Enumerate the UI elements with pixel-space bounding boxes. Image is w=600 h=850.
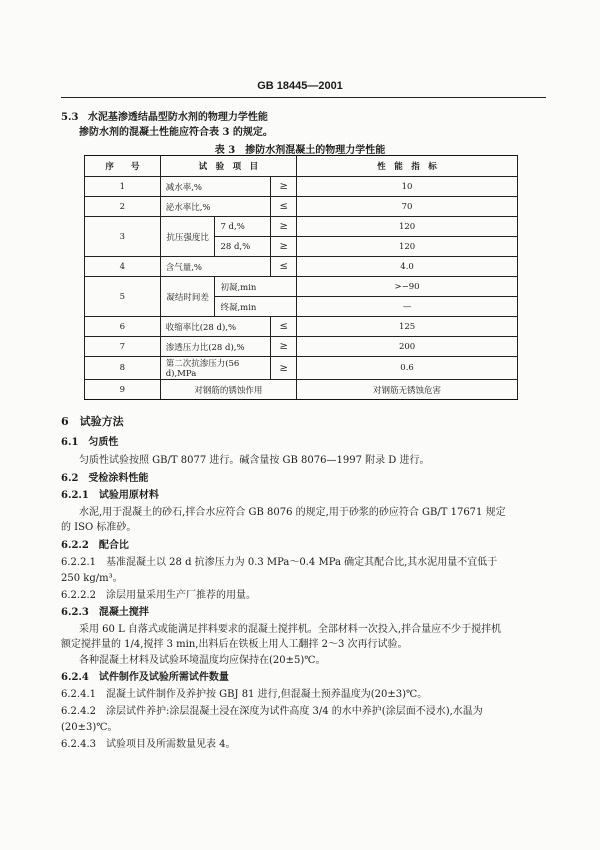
cell-no: 9 [85, 380, 161, 400]
section-6-1-heading: 6.1 匀质性 [61, 437, 119, 448]
cell-sym: ≥ [271, 357, 297, 380]
section-6-title: 6 试验方法 [61, 415, 124, 428]
table-3 [84, 155, 518, 400]
cell-value: >−90 [297, 277, 518, 297]
section-6-2-2-heading: 6.2.2 配合比 [61, 540, 129, 551]
cell-sym: ≤ [271, 257, 297, 277]
table-row [85, 337, 518, 357]
cell-item: 对钢筋的锈蚀作用 [160, 380, 296, 400]
cell-item: 抗压强度比 [160, 217, 215, 257]
cell-sym: ≥ [271, 237, 297, 257]
cell-value: 125 [297, 317, 518, 337]
cell-subitem: 7 d,% [215, 217, 271, 237]
section-5-3-title: 水泥基渗透结晶型防水剂的物理力学性能 [87, 112, 268, 123]
section-6-2-4-3-line1: 6.2.4.3 试验项目及所需数量见表 4。 [61, 739, 236, 750]
cell-value: 对钢筋无锈蚀危害 [297, 380, 518, 400]
table-header-row [85, 156, 518, 177]
table-row [85, 357, 518, 380]
cell-subitem: 初凝,min [215, 277, 297, 297]
cell-subitem: 终凝,min [215, 297, 297, 317]
cell-item: 减水率,% [160, 177, 271, 197]
cell-item: 第二次抗渗压力(56 d),MPa [160, 357, 271, 380]
table-row [85, 380, 518, 400]
table-row [85, 177, 518, 197]
section-6-2-2-2-line1: 6.2.2.2 涂层用量采用生产厂推荐的用量。 [61, 590, 256, 601]
section-6-2-1-body-line2: 的 ISO 标准砂。 [61, 522, 137, 533]
section-5-3-heading [61, 111, 268, 125]
section-6-2-2-1-line1: 6.2.2.1 基准混凝土以 28 d 抗渗压力为 0.3 MPa～0.4 MPa 确定其配合比,其水泥用量不宜低于 [61, 557, 498, 568]
standard-number-header: GB 18445—2001 [257, 80, 343, 92]
section-6-2-3-body-line2: 额定搅拌量的 1/4,搅拌 3 min,出料后在铁板上用人工翻拌 2～3 次再行试验。 [61, 639, 408, 650]
section-6-2-4-2-line2: (20±3)℃。 [61, 722, 118, 733]
cell-no: 8 [85, 357, 161, 380]
cell-no: 4 [85, 257, 161, 277]
table-row [85, 217, 518, 237]
cell-sym: ≥ [271, 337, 297, 357]
table-row [85, 197, 518, 217]
section-6-2-2-1-line2: 250 kg/m³。 [61, 573, 123, 584]
cell-item: 凝结时间差 [160, 277, 215, 317]
table-row [85, 317, 518, 337]
cell-no: 1 [85, 177, 161, 197]
cell-subitem: 28 d,% [215, 237, 271, 257]
cell-sym: ≤ [271, 197, 297, 217]
cell-value: 70 [297, 197, 518, 217]
section-5-3-body: 掺防水剂的混凝土性能应符合表 3 的规定。 [79, 127, 273, 138]
cell-value: 120 [297, 237, 518, 257]
cell-no: 3 [85, 217, 161, 257]
table-row [85, 277, 518, 297]
section-6-2-4-2-line1: 6.2.4.2 涂层试件养护:涂层混凝土浸在深度为试件高度 3/4 的水中养护(涂层面不浸水),水温为 [61, 706, 483, 717]
cell-item: 泌水率比,% [160, 197, 271, 217]
cell-no: 5 [85, 277, 161, 317]
section-6-2-3-body-line3: 各种混凝土材料及试验环境温度均应保持在(20±5)℃。 [79, 655, 326, 666]
cell-item: 含气量,% [160, 257, 271, 277]
section-6-2-1-heading: 6.2.1 试验用原材料 [61, 490, 159, 501]
header-item: 试 验 项 目 [160, 156, 296, 177]
cell-value: 120 [297, 217, 518, 237]
section-6-2-4-heading: 6.2.4 试件制作及试验所需试件数量 [61, 672, 229, 683]
header-no: 序 号 [85, 156, 161, 177]
table-row [85, 257, 518, 277]
cell-sym: ≥ [271, 217, 297, 237]
cell-value: 4.0 [297, 257, 518, 277]
cell-value: — [297, 297, 518, 317]
header-value: 性 能 指 标 [297, 156, 518, 177]
cell-value: 10 [297, 177, 518, 197]
cell-value: 0.6 [297, 357, 518, 380]
section-6-2-heading: 6.2 受检涂料性能 [61, 473, 149, 484]
section-6-2-3-body-line1: 采用 60 L 自落式或能满足拌料要求的混凝土搅拌机。全部材料一次投入,拌合量应不少于搅拌机 [79, 624, 502, 635]
cell-no: 6 [85, 317, 161, 337]
section-6-1-body: 匀质性试验按照 GB/T 8077 进行。碱含量按 GB 8076—1997 附录 D 进行。 [79, 455, 430, 466]
cell-no: 7 [85, 337, 161, 357]
header-divider [61, 97, 546, 98]
cell-sym: ≥ [271, 177, 297, 197]
section-6-2-1-body-line1: 水泥,用于混凝土的砂石,拌合水应符合 GB 8076 的规定,用于砂浆的砂应符合 GB/T 17671 规定 [79, 507, 506, 518]
cell-item: 渗透压力比(28 d),% [160, 337, 271, 357]
section-6-2-4-1-line1: 6.2.4.1 混凝土试件制作及养护按 GBJ 81 进行,但混凝土预养温度为(20±3)℃。 [61, 689, 428, 700]
cell-no: 2 [85, 197, 161, 217]
cell-value: 200 [297, 337, 518, 357]
section-6-2-3-heading: 6.2.3 混凝土搅拌 [61, 607, 149, 618]
cell-item: 收缩率比(28 d),% [160, 317, 271, 337]
section-5-3-number: 5.3 [61, 112, 79, 123]
table-3-caption: 表 3 掺防水剂混凝土的物理力学性能 [214, 145, 386, 156]
cell-sym: ≤ [271, 317, 297, 337]
